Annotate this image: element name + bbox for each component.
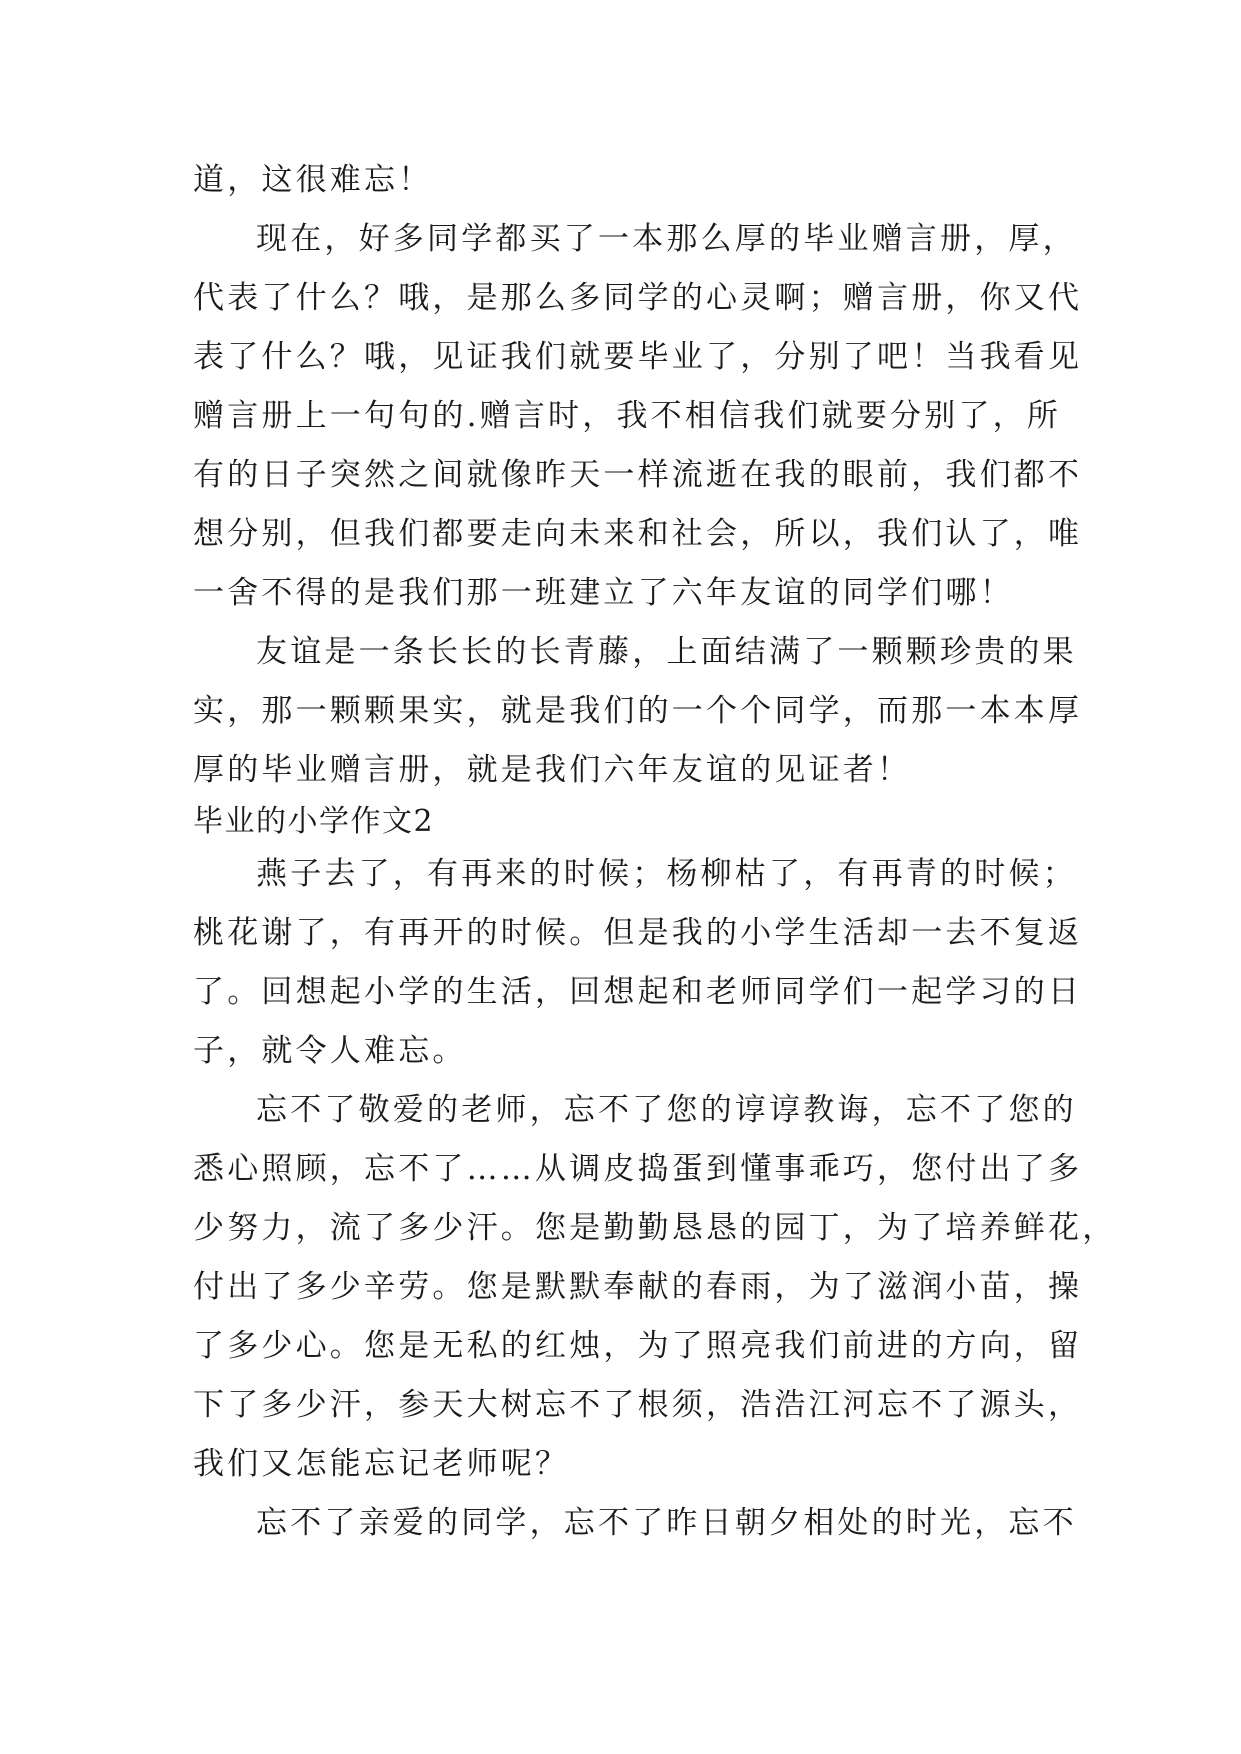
paragraph-start: 友谊是一条长长的长青藤，上面结满了一颗颗珍贵的果 bbox=[256, 634, 1077, 670]
text-line: 我们又怎能忘记老师呢？ bbox=[193, 1446, 570, 1482]
section-heading: 毕业的小学作文2 bbox=[193, 804, 435, 839]
text-line: 下了多少汗，参天大树忘不了根须，浩浩江河忘不了源头， bbox=[193, 1387, 1083, 1423]
text-line: 子，就令人难忘。 bbox=[193, 1033, 467, 1069]
paragraph-start: 现在，好多同学都买了一本那么厚的毕业赠言册，厚， bbox=[256, 221, 1077, 257]
text-line: 付出了多少辛劳。您是默默奉献的春雨，为了滋润小苗，操 bbox=[193, 1269, 1083, 1305]
text-line: 实，那一颗颗果实，就是我们的一个个同学，而那一本本厚 bbox=[193, 693, 1083, 729]
text-line: 道，这很难忘！ bbox=[193, 162, 433, 198]
text-line: 悉心照顾，忘不了……从调皮捣蛋到懂事乖巧，您付出了多 bbox=[193, 1151, 1083, 1187]
text-line: 代表了什么？哦，是那么多同学的心灵啊；赠言册，你又代 bbox=[193, 280, 1083, 316]
text-line: 表了什么？哦，见证我们就要毕业了，分别了吧！当我看见 bbox=[193, 339, 1083, 375]
text-line: 了多少心。您是无私的红烛，为了照亮我们前进的方向，留 bbox=[193, 1328, 1083, 1364]
text-line: 了。回想起小学的生活，回想起和老师同学们一起学习的日 bbox=[193, 974, 1083, 1010]
text-line: 有的日子突然之间就像昨天一样流逝在我的眼前，我们都不 bbox=[193, 457, 1083, 493]
text-line: 一舍不得的是我们那一班建立了六年友谊的同学们哪！ bbox=[193, 575, 1014, 611]
paragraph-start: 燕子去了，有再来的时候；杨柳枯了，有再青的时候； bbox=[256, 856, 1077, 892]
text-line: 少努力，流了多少汗。您是勤勤恳恳的园丁，为了培养鲜花， bbox=[193, 1210, 1117, 1246]
text-line: 赠言册上一句句的.赠言时，我不相信我们就要分别了，所 bbox=[193, 398, 1062, 434]
paragraph-start: 忘不了亲爱的同学，忘不了昨日朝夕相处的时光，忘不 bbox=[256, 1505, 1077, 1541]
text-line: 想分别，但我们都要走向未来和社会，所以，我们认了，唯 bbox=[193, 516, 1083, 552]
paragraph-start: 忘不了敬爱的老师，忘不了您的谆谆教诲，忘不了您的 bbox=[256, 1092, 1077, 1128]
text-line: 桃花谢了，有再开的时候。但是我的小学生活却一去不复返 bbox=[193, 915, 1083, 951]
text-line: 厚的毕业赠言册，就是我们六年友谊的见证者！ bbox=[193, 752, 912, 788]
